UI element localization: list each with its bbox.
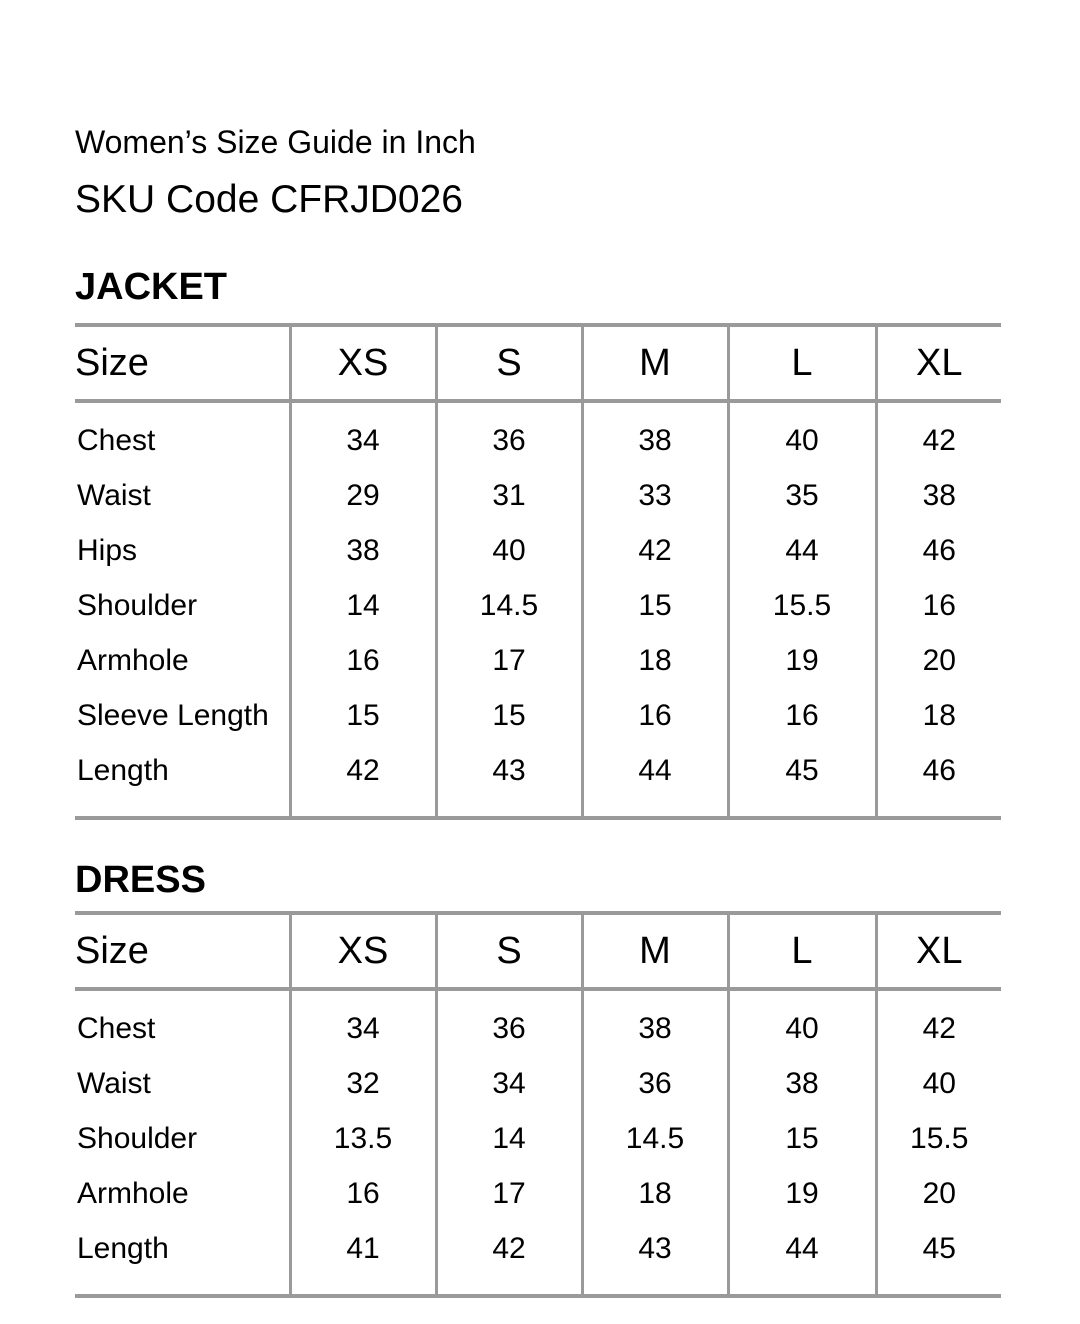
measurement-value: 34 [290, 401, 436, 468]
measurement-value: 44 [728, 1221, 876, 1296]
dress-section-title: DRESS [75, 859, 206, 901]
table-row [75, 633, 1001, 688]
dress-size-table [75, 911, 1001, 1298]
table-row [75, 1056, 1001, 1111]
measurement-value: 46 [876, 523, 1001, 578]
measurement-value: 43 [582, 1221, 728, 1296]
measurement-value: 38 [582, 401, 728, 468]
measurement-value: 38 [876, 468, 1001, 523]
size-header-xs: XS [290, 913, 436, 989]
table-row [75, 578, 1001, 633]
bottom-rule-cell [75, 818, 1001, 820]
measurement-value: 42 [290, 743, 436, 818]
measurement-value: 16 [876, 578, 1001, 633]
measurement-value: 13.5 [290, 1111, 436, 1166]
measurement-label: Shoulder [77, 588, 198, 622]
measurement-value: 15 [290, 688, 436, 743]
measurement-value: 20 [876, 633, 1001, 688]
measurement-value: 40 [728, 989, 876, 1056]
table-row [75, 1221, 1001, 1296]
measurement-label: Armhole [77, 1176, 189, 1210]
measurement-value: 31 [436, 468, 582, 523]
measurement-value: 14 [436, 1111, 582, 1166]
measurement-label: Waist [77, 1066, 151, 1100]
measurement-value: 33 [582, 468, 728, 523]
bottom-rule-cell [75, 1296, 1001, 1298]
measurement-value: 17 [436, 1166, 582, 1221]
measurement-label: Chest [77, 423, 156, 457]
size-header-m: M [582, 325, 728, 401]
size-header-label: Size [75, 913, 290, 989]
size-header-xl: XL [876, 913, 1001, 989]
measurement-value: 40 [876, 1056, 1001, 1111]
sku-code: SKU Code CFRJD026 [75, 178, 463, 221]
measurement-value: 40 [436, 523, 582, 578]
table-bottom-rule [75, 818, 1001, 820]
table-row [75, 1166, 1001, 1221]
measurement-value: 32 [290, 1056, 436, 1111]
measurement-value: 38 [290, 523, 436, 578]
measurement-value: 36 [582, 1056, 728, 1111]
size-header-l: L [728, 913, 876, 989]
table-row [75, 468, 1001, 523]
measurement-value: 34 [436, 1056, 582, 1111]
measurement-value: 19 [728, 633, 876, 688]
measurement-value: 36 [436, 401, 582, 468]
measurement-value: 16 [290, 1166, 436, 1221]
measurement-value: 14 [290, 578, 436, 633]
measurement-label: Hips [77, 533, 138, 567]
measurement-value: 40 [728, 401, 876, 468]
measurement-value: 15.5 [876, 1111, 1001, 1166]
measurement-value: 18 [582, 633, 728, 688]
size-header-m: M [582, 913, 728, 989]
measurement-value: 18 [582, 1166, 728, 1221]
measurement-value: 41 [290, 1221, 436, 1296]
table-row [75, 989, 1001, 1056]
measurement-value: 14.5 [436, 578, 582, 633]
measurement-label: Armhole [77, 643, 189, 677]
size-header-xl: XL [876, 325, 1001, 401]
header-row [75, 325, 1001, 401]
jacket-size-table [75, 323, 1001, 820]
measurement-label: Shoulder [77, 1121, 198, 1155]
header-row [75, 913, 1001, 989]
measurement-value: 45 [876, 1221, 1001, 1296]
measurement-value: 16 [582, 688, 728, 743]
measurement-value: 34 [290, 989, 436, 1056]
size-header-s: S [436, 913, 582, 989]
measurement-label: Length [77, 1231, 169, 1265]
size-header-s: S [436, 325, 582, 401]
size-header-l: L [728, 325, 876, 401]
measurement-value: 35 [728, 468, 876, 523]
measurement-value: 16 [728, 688, 876, 743]
measurement-value: 17 [436, 633, 582, 688]
table-row [75, 743, 1001, 818]
measurement-value: 36 [436, 989, 582, 1056]
measurement-label: Sleeve Length [77, 698, 269, 732]
size-header-xs: XS [290, 325, 436, 401]
measurement-value: 44 [582, 743, 728, 818]
measurement-label: Chest [77, 1011, 156, 1045]
measurement-value: 19 [728, 1166, 876, 1221]
measurement-value: 18 [876, 688, 1001, 743]
measurement-value: 38 [582, 989, 728, 1056]
measurement-label: Length [77, 753, 169, 787]
measurement-value: 46 [876, 743, 1001, 818]
measurement-value: 14.5 [582, 1111, 728, 1166]
measurement-value: 29 [290, 468, 436, 523]
measurement-value: 15 [436, 688, 582, 743]
measurement-value: 38 [728, 1056, 876, 1111]
measurement-value: 42 [876, 401, 1001, 468]
size-header-label: Size [75, 325, 290, 401]
table-row [75, 1111, 1001, 1166]
measurement-value: 42 [582, 523, 728, 578]
measurement-value: 43 [436, 743, 582, 818]
measurement-value: 42 [436, 1221, 582, 1296]
guide-subtitle: Women’s Size Guide in Inch [75, 124, 476, 160]
table-bottom-rule [75, 1296, 1001, 1298]
measurement-value: 44 [728, 523, 876, 578]
measurement-value: 15 [728, 1111, 876, 1166]
table-row [75, 688, 1001, 743]
measurement-label: Waist [77, 478, 151, 512]
measurement-value: 45 [728, 743, 876, 818]
measurement-value: 42 [876, 989, 1001, 1056]
jacket-section-title: JACKET [75, 266, 228, 308]
measurement-value: 15 [582, 578, 728, 633]
measurement-value: 15.5 [728, 578, 876, 633]
table-row [75, 401, 1001, 468]
table-row [75, 523, 1001, 578]
measurement-value: 16 [290, 633, 436, 688]
measurement-value: 20 [876, 1166, 1001, 1221]
